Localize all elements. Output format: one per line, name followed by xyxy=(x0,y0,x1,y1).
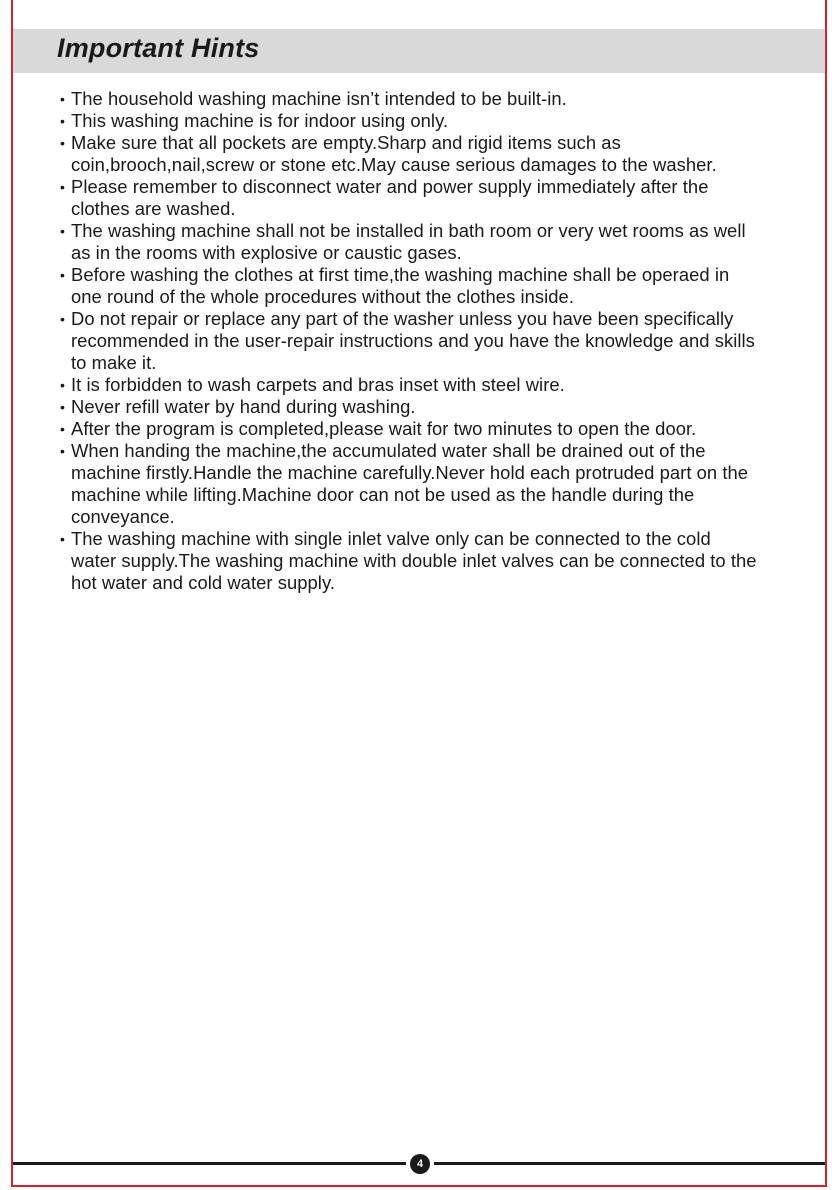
hint-text: When handing the machine,the accumulated water shall be drained out of the machine firstly.Handle the machine carefully.Never hold each protruded part on the machine while lifting.Machine door can not be used as the handle during the conveyance. xyxy=(71,440,749,527)
list-item xyxy=(60,132,760,176)
bullet-icon: • xyxy=(60,179,65,195)
bullet-icon: • xyxy=(60,91,65,107)
bullet-icon: • xyxy=(60,399,65,415)
list-item xyxy=(60,418,760,440)
list-item xyxy=(60,110,760,132)
hint-text: Before washing the clothes at first time,the washing machine shall be operaed in one round of the whole procedures without the clothes inside. xyxy=(71,264,730,307)
header-band xyxy=(13,29,825,73)
hint-text: Never refill water by hand during washing. xyxy=(71,396,416,417)
bullet-icon: • xyxy=(60,377,65,393)
hint-text: Do not repair or replace any part of the washer unless you have been specifically recommended in the user-repair instructions and you have the knowledge and skills to make it. xyxy=(71,308,755,373)
bullet-icon: • xyxy=(60,443,65,459)
list-item xyxy=(60,528,760,594)
bullet-icon: • xyxy=(60,531,65,547)
list-item xyxy=(60,374,760,396)
list-item xyxy=(60,308,760,374)
hint-text: It is forbidden to wash carpets and bras inset with steel wire. xyxy=(71,374,565,395)
hint-text: The washing machine shall not be installed in bath room or very wet rooms as well as in the rooms with explosive or caustic gases. xyxy=(71,220,746,263)
bullet-icon: • xyxy=(60,311,65,327)
bullet-icon: • xyxy=(60,421,65,437)
list-item xyxy=(60,88,760,110)
page-number-badge: 4 xyxy=(410,1154,430,1174)
footer-rule-right xyxy=(434,1162,825,1165)
bullet-icon: • xyxy=(60,135,65,151)
list-item xyxy=(60,440,760,528)
hint-text: This washing machine is for indoor using only. xyxy=(71,110,449,131)
footer-rule-left xyxy=(13,1162,406,1165)
bullet-icon: • xyxy=(60,267,65,283)
list-item xyxy=(60,176,760,220)
hint-text: After the program is completed,please wait for two minutes to open the door. xyxy=(71,418,697,439)
hint-text: Make sure that all pockets are empty.Sharp and rigid items such as coin,brooch,nail,screw or stone etc.May cause serious damages to the washer. xyxy=(71,132,717,175)
bullet-icon: • xyxy=(60,223,65,239)
page-title: Important Hints xyxy=(57,33,260,63)
list-item xyxy=(60,264,760,308)
hint-text: The household washing machine isn’t intended to be built-in. xyxy=(71,88,567,109)
hints-list xyxy=(60,88,760,594)
list-item xyxy=(60,396,760,418)
hint-text: The washing machine with single inlet valve only can be connected to the cold water supply.The washing machine with double inlet valves can be connected to the hot water and cold water supply. xyxy=(71,528,757,593)
list-item xyxy=(60,220,760,264)
bullet-icon: • xyxy=(60,113,65,129)
hint-text: Please remember to disconnect water and power supply immediately after the clothes are washed. xyxy=(71,176,709,219)
